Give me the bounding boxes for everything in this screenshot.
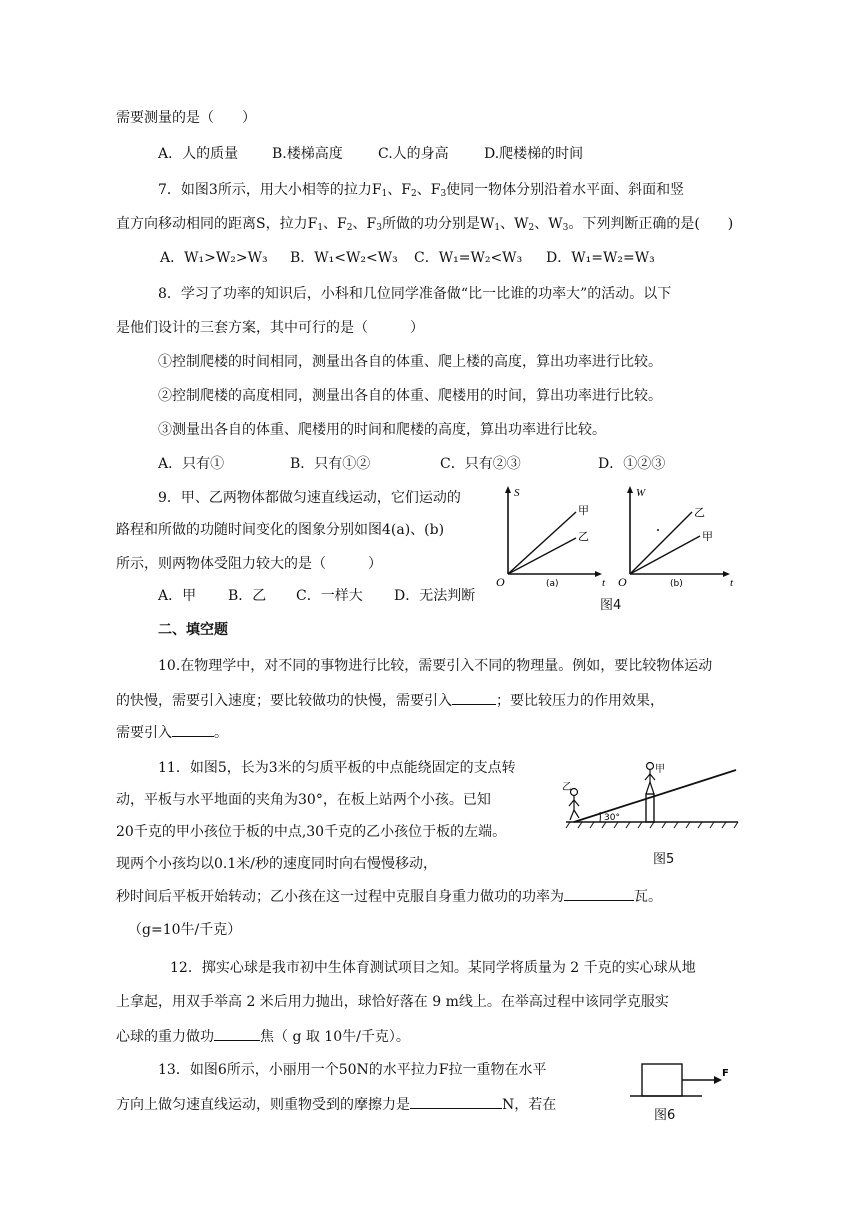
q8-stem-line1: 8．学习了功率的知识后，小科和几位同学准备做“比一比谁的功率大”的活动。以下 — [158, 286, 672, 302]
q7-stem-line1: 7．如图3所示，用大小相等的拉力$F_1$、$F_2$、$F_3$使同一物体分别沿着水平面、斜面和竖 — [158, 182, 685, 199]
figure-4b-line-jia — [630, 536, 700, 574]
figure-4a-label-yi: 乙 — [578, 530, 589, 543]
q12-stem-line3: 心球的重力做功 焦（ g 取 10牛/千克）。 — [116, 1026, 410, 1047]
q9-stem-line3: 所示，则两物体受阻力较大的是（ ） — [116, 556, 382, 572]
figure-4a-origin: O — [496, 575, 505, 589]
q8-plan-3: ③测量出各自的体重、爬楼用的时间和爬楼的高度，算出功率进行比较。 — [158, 422, 606, 438]
q6-option-b: B.楼梯高度 — [272, 146, 343, 162]
q11-stem-line6: （g=10牛/千克） — [128, 922, 242, 938]
q6-option-c: C.人的身高 — [378, 146, 449, 162]
q8-option-a: A．只有① — [158, 456, 225, 472]
q13-stem-line2: 方向上做匀速直线运动，则重物受到的摩擦力是 N，若在 — [116, 1094, 556, 1115]
q7-option-c: C．W₁=W₂<W₃ — [414, 250, 523, 266]
q8-option-c: C．只有②③ — [440, 456, 521, 472]
figure-6-force-label: F — [722, 1068, 729, 1079]
figure-6-caption: 图6 — [654, 1108, 676, 1123]
q12-stem-line2: 上拿起，用双手举高 2 米后用力抛出，球恰好落在 9 m线上。在举高过程中该同学克服实 — [116, 994, 669, 1010]
q9-option-c: C．一样大 — [296, 588, 363, 604]
q13-stem-line1: 13．如图6所示，小丽用一个50N的水平拉力F拉一重物在水平 — [158, 1062, 547, 1078]
q8-option-b: B．只有①② — [290, 456, 371, 472]
figure-6 — [630, 1062, 734, 1104]
figure-4b-tag: (b) — [670, 579, 683, 589]
q7-option-a: A．W₁>W₂>W₃ — [160, 250, 268, 266]
q10-stem-line1: 10.在物理学中，对不同的事物进行比较，需要引入不同的物理量。例如，要比较物体运动 — [158, 658, 713, 674]
figure-6-block — [642, 1064, 682, 1096]
figure-4a — [496, 486, 606, 589]
q10-stem-line3: 需要引入 。 — [116, 722, 228, 743]
q9-stem-line1: 9．甲、乙两物体都做匀速直线运动，它们运动的 — [158, 490, 461, 506]
q7-stem-line2: 直方向移动相同的距离S，拉力$F_1$、$F_2$、$F_3$所做的功分别是$W_1$、$W_2$、$W_3$。下列判断正确的是( ) — [116, 216, 734, 233]
figure-5 — [560, 760, 742, 836]
q9-option-b: B．乙 — [228, 588, 267, 604]
q8-stem-line2: 是他们设计的三套方案，其中可行的是（ ） — [116, 320, 424, 336]
q8-plan-1: ①控制爬楼的时间相同，测量出各自的体重、爬上楼的高度，算出功率进行比较。 — [158, 354, 662, 370]
q9-option-a: A．甲 — [158, 588, 197, 604]
q11-stem-line2: 动，平板与水平地面的夹角为30°，在板上站两个小孩。已知 — [116, 792, 491, 808]
figure-4b-xlabel: t — [730, 577, 734, 589]
section-heading-fill-in: 二、填空题 — [158, 622, 228, 638]
q6-stem-tail: 需要测量的是（ ） — [116, 110, 256, 126]
figure-4b-label-jia: 甲 — [702, 530, 713, 543]
figure-5-child-jia — [645, 763, 655, 795]
figure-4b-origin: O — [618, 575, 627, 589]
figure-5-label-jia: 甲 — [655, 764, 665, 775]
q11-stem-line1: 11．如图5，长为3米的匀质平板的中点能绕固定的支点转 — [158, 760, 516, 776]
figure-4b-line-yi — [630, 512, 692, 574]
figure-5-child-yi — [569, 789, 579, 821]
figure-4 — [490, 482, 750, 592]
q8-plan-2: ②控制爬楼的高度相同，测量出各自的体重、爬楼用的时间，算出功率进行比较。 — [158, 388, 662, 404]
q10-stem-line2: 的快慢，需要引入速度；要比较做功的快慢，需要引入 ；要比较压力的作用效果， — [116, 690, 664, 711]
figure-5-label-yi: 乙 — [562, 782, 572, 793]
figure-4b-label-yi: 乙 — [694, 506, 705, 519]
figure-4a-tag: (a) — [546, 579, 559, 589]
figure-5-caption: 图5 — [653, 852, 675, 867]
q12-blank-work[interactable] — [214, 1026, 260, 1041]
q7-option-b: B．W₁<W₂<W₃ — [290, 250, 398, 266]
q11-stem-line5: 秒时间后平板开始转动；乙小孩在这一过程中克服自身重力做功的功率为 瓦。 — [116, 886, 662, 907]
q6-option-d: D.爬楼梯的时间 — [484, 146, 584, 162]
q9-stem-line2: 路程和所做的功随时间变化的图象分别如图4(a)、(b) — [116, 522, 445, 538]
figure-5-plank — [574, 770, 736, 822]
q11-blank-power[interactable] — [564, 886, 634, 901]
q13-blank-friction[interactable] — [410, 1094, 502, 1109]
q6-option-a: A．人的质量 — [158, 146, 239, 162]
figure-5-angle: 30° — [604, 813, 620, 823]
q12-stem-line1: 12．掷实心球是我市初中生体育测试项目之知。某同学将质量为 2 千克的实心球从地 — [170, 960, 696, 976]
figure-4a-xlabel: t — [602, 577, 606, 589]
q11-stem-line4: 现两个小孩均以0.1米/秒的速度同时向右慢慢移动， — [116, 856, 437, 872]
q10-blank-1[interactable] — [452, 690, 496, 705]
q10-blank-2[interactable] — [172, 722, 214, 737]
figure-4-caption: 图4 — [600, 598, 622, 613]
figure-4a-ylabel: S — [514, 487, 520, 499]
q7-option-d: D．W₁=W₂=W₃ — [546, 250, 655, 266]
figure-4b — [618, 486, 734, 589]
figure-4b-ylabel: W — [636, 487, 646, 499]
q9-option-d: D．无法判断 — [394, 588, 476, 604]
figure-4a-label-jia: 甲 — [578, 504, 589, 517]
q8-option-d: D．①②③ — [598, 456, 666, 472]
q11-stem-line3: 20千克的甲小孩位于板的中点,30千克的乙小孩位于板的左端。 — [116, 824, 507, 840]
